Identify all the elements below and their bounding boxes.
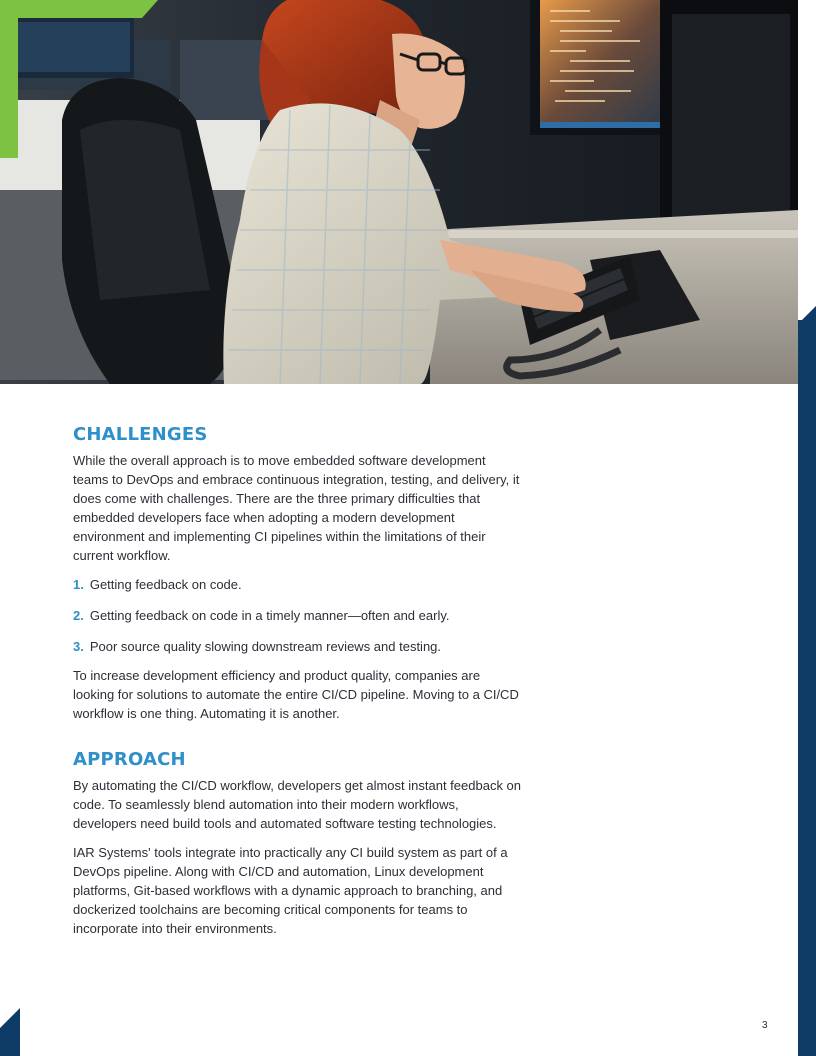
challenges-heading: CHALLENGES (73, 424, 208, 445)
list-item-number: 1. (73, 577, 84, 592)
list-item-text: Getting feedback on code in a timely manner—often and early. (89, 608, 450, 623)
list-item-text: Getting feedback on code. (89, 577, 242, 592)
list-item (73, 606, 523, 625)
corner-accent-green-icon (0, 0, 158, 158)
list-item-number: 2. (73, 608, 84, 623)
challenges-closing: To increase development efficiency and product quality, companies are looking for solutions to automate the entire CI/CD pipeline. Moving to a CI/CD workflow is one thing. Automating it is another. (73, 668, 519, 721)
corner-accent-navy-icon (0, 1008, 20, 1056)
list-item (73, 575, 523, 594)
challenges-intro: While the overall approach is to move embedded software development teams to DevOps and embrace continuous integration, testing, and delivery, it does come with challenges. There are the three primary difficulties that embedded developers face when adopting a modern development environment and implementing CI pipelines within the limitations of their current workflow. (73, 453, 520, 563)
list-item-number: 3. (73, 639, 84, 654)
challenges-list (73, 575, 523, 656)
main-content (73, 424, 523, 938)
navy-side-band (798, 320, 816, 1056)
approach-paragraph-1: By automating the CI/CD workflow, developers get almost instant feedback on code. To seamlessly blend automation into their modern workflows, developers need build tools and automated software testing technologies. (73, 778, 522, 831)
approach-heading: APPROACH (73, 749, 186, 770)
page-number: 3 (762, 1020, 768, 1031)
approach-paragraph-2: IAR Systems' tools integrate into practically any CI build system as part of a DevOps pipeline. Along with CI/CD and automation, Linux development platforms, Git-based workflows with a dynamic approach to branching, and dockerized toolchains are becoming critical components for teams to incorporate into their environments. (73, 845, 508, 936)
list-item (73, 637, 523, 656)
list-item-text: Poor source quality slowing downstream reviews and testing. (89, 639, 442, 654)
